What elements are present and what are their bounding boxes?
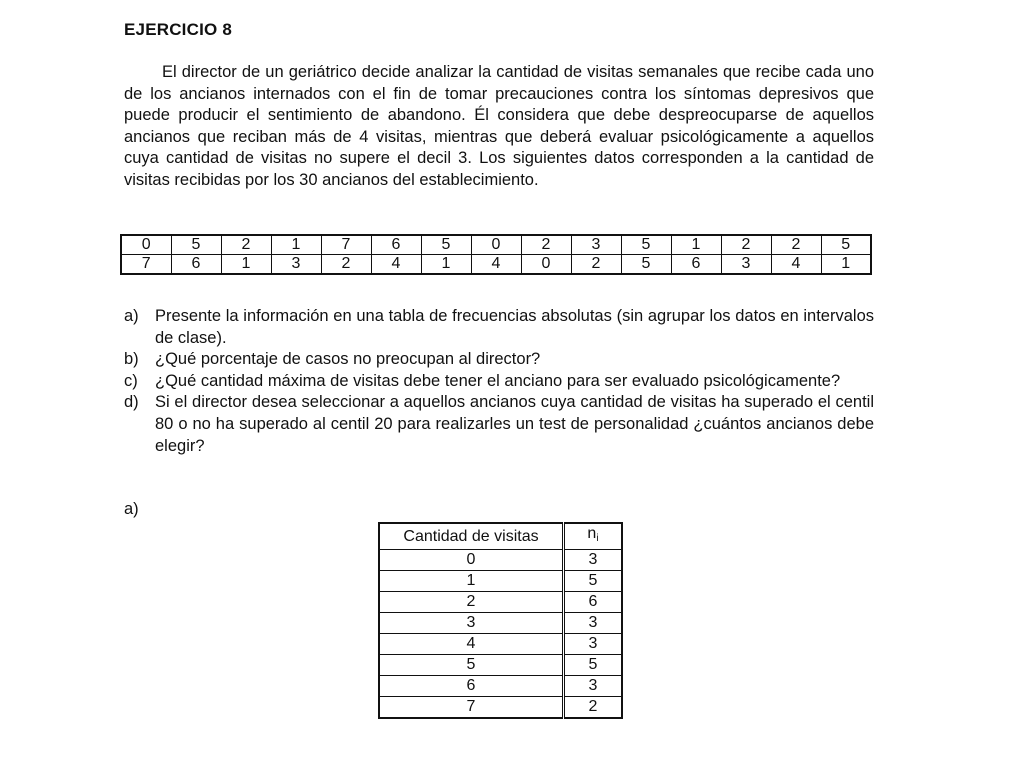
frequency-table-row [379,676,622,697]
data-table-cell: 1 [421,255,471,275]
question-letter: b) [124,350,139,369]
data-table-cell: 0 [471,235,521,255]
data-table-cell: 6 [371,235,421,255]
visitas-cell: 1 [379,571,564,592]
questions-list [124,306,874,457]
question-letter: a) [124,307,139,325]
visitas-cell: 2 [379,592,564,613]
question-text: ¿Qué porcentaje de casos no preocupan al director? [155,350,541,369]
visitas-cell: 5 [379,655,564,676]
data-table-cell: 5 [421,235,471,255]
data-table-cell: 7 [121,255,171,275]
data-table-cell: 1 [671,235,721,255]
data-table-cell: 2 [521,235,571,255]
question-letter: d) [124,393,139,412]
data-table-cell: 1 [271,235,321,255]
ni-cell: 3 [564,550,623,571]
data-table-cell: 0 [121,235,171,255]
data-table-cell: 5 [171,235,221,255]
exercise-title: EJERCICIO 8 [124,20,233,39]
data-table-cell: 2 [721,235,771,255]
frequency-table-row [379,697,622,719]
header-ni-base: n [587,525,597,542]
ni-cell: 3 [564,676,623,697]
question-text: Si el director desea seleccionar a aquellos ancianos cuya cantidad de visitas ha superado el centil 80 o no ha superado al centil 20 para realizarles un test de personalidad ¿cuántos ancianos debe elegir? [155,393,874,455]
question-text: ¿Qué cantidad máxima de visitas debe tener el anciano para ser evaluado psicológicamente? [155,371,841,390]
frequency-table-row [379,592,622,613]
ni-cell: 5 [564,571,623,592]
ni-cell: 5 [564,655,623,676]
ni-cell: 3 [564,634,623,655]
data-table-cell: 0 [521,255,571,275]
data-table-cell: 2 [771,235,821,255]
frequency-table-header-row [379,523,622,550]
data-table-cell: 4 [471,255,521,275]
data-table-cell: 2 [321,255,371,275]
header-cantidad-visitas: Cantidad de visitas [379,523,564,550]
data-table-cell: 3 [271,255,321,275]
data-table-row [121,255,871,275]
data-table-cell: 1 [821,255,871,275]
question-text: Presente la información en una tabla de frecuencias absolutas (sin agrupar los datos en intervalos de clase). [155,307,874,347]
data-table-cell: 4 [371,255,421,275]
ni-cell: 3 [564,613,623,634]
data-table-cell: 2 [221,235,271,255]
question-item [124,306,874,349]
data-table-cell: 4 [771,255,821,275]
visitas-cell: 7 [379,697,564,719]
question-item [124,371,874,393]
visitas-cell: 4 [379,634,564,655]
answer-label: a) [124,500,139,518]
data-table-cell: 5 [621,235,671,255]
data-table-row [121,235,871,255]
data-table-cell: 6 [171,255,221,275]
visitas-cell: 0 [379,550,564,571]
data-table-cell: 2 [571,255,621,275]
frequency-table-row [379,634,622,655]
ni-cell: 6 [564,592,623,613]
raw-data-table [120,234,872,275]
data-table-cell: 3 [571,235,621,255]
data-table-cell: 6 [671,255,721,275]
visitas-cell: 6 [379,676,564,697]
header-ni-subscript: i [596,533,599,544]
header-ni [564,523,623,550]
frequency-table-row [379,613,622,634]
data-table-cell: 7 [321,235,371,255]
question-item [124,349,874,371]
frequency-table-row [379,655,622,676]
frequency-table [378,522,623,719]
data-table-cell: 3 [721,255,771,275]
data-table-cell: 5 [621,255,671,275]
frequency-table-row [379,550,622,571]
intro-paragraph: El director de un geriátrico decide analizar la cantidad de visitas semanales que recibe cada uno de los ancianos internados con el fin de tomar precauciones contra los síntomas depresivos que puede producir el sentimiento de abandono. Él considera que debe despreocuparse de aquellos ancianos que reciban más de 4 visitas, mientras que deberá evaluar psicológicamente a aquellos cuya cantidad de visitas no supere el decil 3. Los siguientes datos corresponden a la cantidad de visitas recibidas por los 30 ancianos del establecimiento. [124,63,874,189]
frequency-table-row [379,571,622,592]
visitas-cell: 3 [379,613,564,634]
question-item [124,392,874,457]
data-table-cell: 1 [221,255,271,275]
ni-cell: 2 [564,697,623,719]
question-letter: c) [124,371,138,390]
data-table-cell: 5 [821,235,871,255]
